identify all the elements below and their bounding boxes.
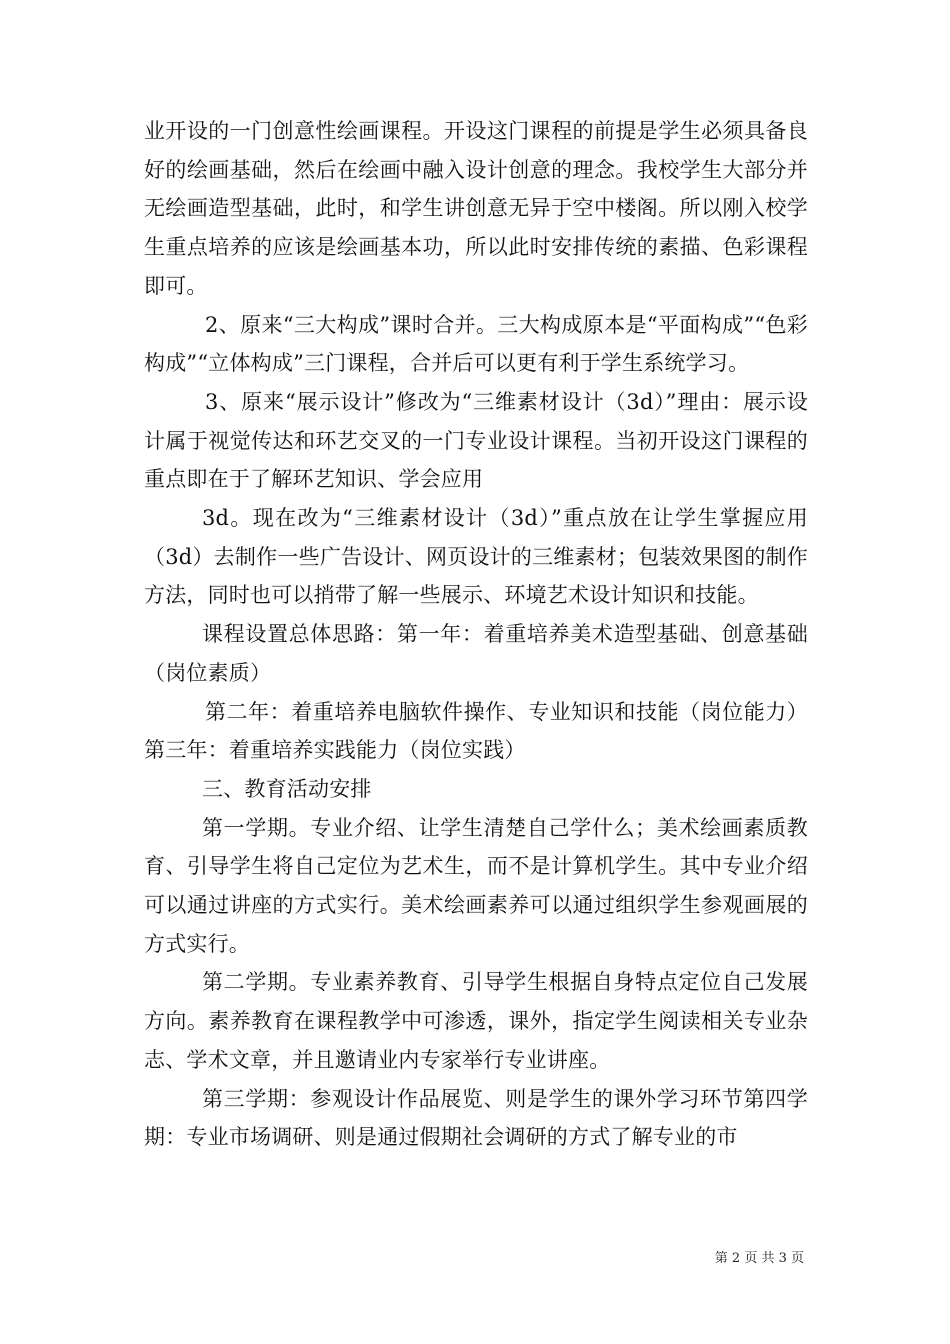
paragraph-semester-1: 第一学期。专业介绍、让学生清楚自己学什么；美术绘画素质教育、引导学生将自己定位为艺术生，而不是计算机学生。其中专业介绍可以通过讲座的方式实行。美术绘画素养可以通过组织学生参观画展的方式实行。 <box>144 815 808 956</box>
paragraph-semester-2: 第二学期。专业素养教育、引导学生根据自身特点定位自己发展方向。素养教育在课程教学中可渗透，课外，指定学生阅读相关专业杂志、学术文章，并且邀请业内专家举行专业讲座。 <box>144 970 808 1072</box>
paragraph-item-2: 2、原来“三大构成”课时合并。三大构成原本是“平面构成”“色彩构成”“立体构成”三门课程，合并后可以更有利于学生系统学习。 <box>144 312 808 376</box>
paragraph-continuation: 业开设的一门创意性绘画课程。开设这门课程的前提是学生必须具备良好的绘画基础，然后在绘画中融入设计创意的理念。我校学生大部分并无绘画造型基础，此时，和学生讲创意无异于空中楼阁。所以刚入校学生重点培养的应该是绘画基本功，所以此时安排传统的素描、色彩课程即可。 <box>144 119 808 298</box>
document-body <box>144 112 808 1157</box>
paragraph-item-3: 3、原来“展示设计”修改为“三维素材设计（3d）”理由：展示设计属于视觉传达和环艺交叉的一门专业设计课程。当初开设这门课程的重点即在于了解环艺知识、学会应用 <box>144 389 808 492</box>
paragraph-second-third-year: 第二年：着重培养电脑软件操作、专业知识和技能（岗位能力）第三年：着重培养实践能力（岗位实践） <box>144 699 808 763</box>
paragraph-3d: 3d。现在改为“三维素材设计（3d）”重点放在让学生掌握应用（3d）去制作一些广告设计、网页设计的三维素材；包装效果图的制作方法，同时也可以捎带了解一些展示、环境艺术设计知识和技能。 <box>144 506 808 608</box>
paragraph-course-overview: 课程设置总体思路：第一年：着重培养美术造型基础、创意基础（岗位素质） <box>144 622 808 685</box>
paragraph-semester-3-4: 第三学期：参观设计作品展览、则是学生的课外学习环节第四学期：专业市场调研、则是通过假期社会调研的方式了解专业的市 <box>144 1086 808 1150</box>
section-heading-activities: 三、教育活动安排 <box>202 776 372 801</box>
page-number-footer: 第 2 页 共 3 页 <box>714 1251 804 1266</box>
